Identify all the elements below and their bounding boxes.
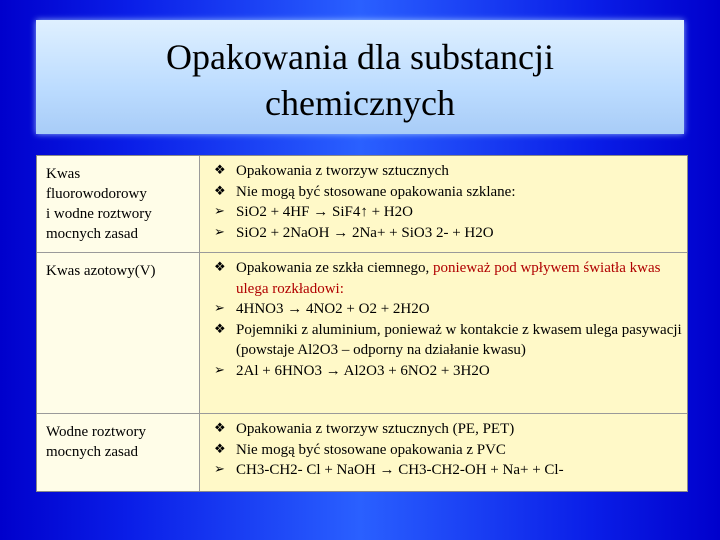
item-text: Opakowania z tworzyw sztucznych (PE, PET) [236, 421, 515, 437]
diamond-bullet-icon: ❖ [214, 183, 226, 199]
arrow-bullet-icon: ➢ [214, 204, 225, 220]
item-text: Nie mogą być stosowane opakowania z PVC [236, 441, 506, 458]
item-text [236, 258, 683, 299]
list-item [214, 419, 683, 440]
substance-line: fluorowodorowy [46, 186, 147, 202]
diamond-bullet-icon: ❖ [214, 421, 226, 436]
item-text: Pojemniki z aluminium, ponieważ w kontakcie z kwasem ulega pasywacji (powstaje Al2O3 – odporny na działanie kwasu) [236, 321, 682, 359]
substance-cell [37, 414, 200, 491]
slide-title [36, 20, 684, 126]
diamond-bullet-icon: ❖ [214, 321, 226, 337]
list-item [214, 202, 683, 223]
table-row [37, 156, 687, 253]
table-row [37, 414, 687, 491]
highlight-text: ponieważ pod wpływem światła kwas ulega rozkładowi: [236, 260, 661, 297]
substance-line: i wodne roztwory [46, 206, 152, 222]
list-item [214, 320, 683, 361]
item-text: Nie mogą być stosowane opakowania szklane: [236, 183, 516, 200]
arrow-bullet-icon: ➢ [214, 462, 225, 478]
diamond-bullet-icon: ❖ [214, 260, 226, 275]
item-text-part: Opakowania ze szkła ciemnego, [236, 260, 430, 276]
title-line-1: Opakowania dla substancji [166, 37, 554, 77]
reaction-equation: SiO2 + 4HF → SiF4↑ + H2O [236, 204, 413, 221]
diamond-bullet-icon: ❖ [214, 441, 226, 457]
list-item [214, 258, 683, 299]
arrow-bullet-icon: ➢ [214, 362, 225, 378]
substance-line: Kwas azotowy(V) [46, 263, 156, 279]
list-item [214, 161, 683, 182]
packaging-cell [200, 414, 687, 491]
list-item [214, 299, 683, 320]
arrow-bullet-icon: ➢ [214, 224, 225, 240]
arrow-bullet-icon: ➢ [214, 301, 225, 317]
title-box [36, 20, 684, 134]
packaging-cell [200, 156, 687, 252]
substance-cell [37, 253, 200, 413]
reaction-equation: 4HNO3 → 4NO2 + O2 + 2H2O [236, 301, 430, 318]
item-text: Opakowania z tworzyw sztucznych [236, 163, 449, 179]
content-table [36, 155, 688, 492]
reaction-equation: SiO2 + 2NaOH → 2Na+ + SiO3 2- + H2O [236, 224, 494, 241]
diamond-bullet-icon: ❖ [214, 163, 226, 178]
list-item [214, 182, 683, 203]
substance-cell [37, 156, 200, 252]
list-item [214, 460, 683, 481]
substance-line: mocnych zasad [46, 226, 139, 242]
table-row [37, 253, 687, 414]
substance-line: Wodne roztwory [46, 424, 147, 440]
reaction-equation: CH3-CH2- Cl + NaOH → CH3-CH2-OH + Na+ + Cl- [236, 462, 564, 479]
packaging-cell [200, 253, 687, 413]
title-line-2: chemicznych [265, 83, 455, 123]
reaction-equation: 2Al + 6HNO3 → Al2O3 + 6NO2 + 3H2O [236, 362, 490, 379]
list-item [214, 440, 683, 461]
list-item [214, 361, 683, 382]
list-item [214, 223, 683, 244]
substance-line: Kwas [46, 166, 81, 182]
substance-line: mocnych zasad [46, 444, 139, 460]
